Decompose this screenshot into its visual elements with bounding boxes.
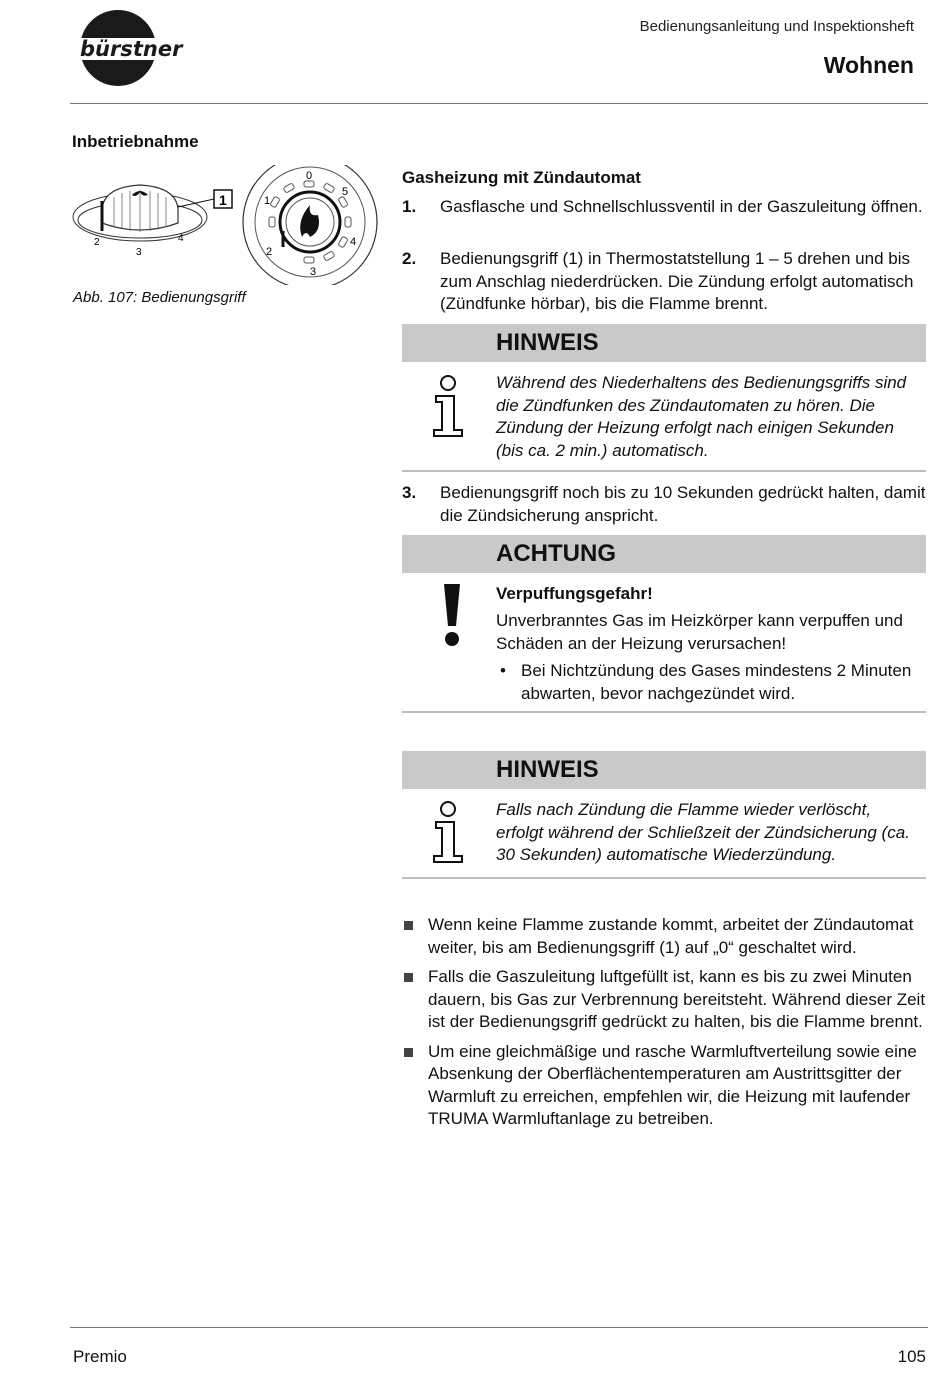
step-number: 1. xyxy=(402,197,417,216)
notice-text: Während des Niederhaltens des Bedienungsgriffs sind die Zündfunken des Zündautomaten zu hören. Die Zündung der Heizung erfolgt nach einigen Sekunden (bis ca. 2 min.) automatisch. xyxy=(496,373,907,460)
step-text: Bedienungsgriff noch bis zu 10 Sekunden gedrückt halten, damit die Zündsicherung anspricht. xyxy=(440,483,926,525)
left-heading: Inbetriebnahme xyxy=(72,132,199,151)
list-item xyxy=(403,914,927,959)
list-item-text: Wenn keine Flamme zustande kommt, arbeitet der Zündautomat weiter, bis am Bedienungsgriff (1) auf „0“ geschaltet wird. xyxy=(428,915,914,957)
warning-divider xyxy=(402,711,926,713)
dial-label-1: 1 xyxy=(264,195,271,207)
section-title: Wohnen xyxy=(823,52,914,78)
step-text: Gasflasche und Schnellschlussventil in der Gaszuleitung öffnen. xyxy=(440,197,923,216)
dial-label-3: 3 xyxy=(310,266,317,278)
warning-text: Unverbranntes Gas im Heizkörper kann verpuffen und Schäden an der Heizung verursachen! xyxy=(496,611,903,653)
page-number: 105 xyxy=(897,1347,926,1366)
info-bullet-list xyxy=(403,914,927,1138)
dial-label-2: 2 xyxy=(266,246,273,258)
notice-divider xyxy=(402,877,926,879)
step-text: Bedienungsgriff (1) in Thermostatstellung 1 – 5 drehen und bis zum Anschlag niederdrücken. Die Zündung erfolgt automatisch (Zündfunke hörbar), bis die Flamme brennt. xyxy=(440,249,914,313)
knob-side-label-3: 3 xyxy=(136,247,142,258)
warning-subtitle: Verpuffungsgefahr! xyxy=(496,584,653,603)
exclamation-icon xyxy=(439,582,465,648)
list-item-text: Um eine gleichmäßige und rasche Warmluftverteilung sowie eine Absenkung der Oberflächentemperaturen am Austrittsgitter der Warmluft zu erreichen, empfehlen wir, die Heizung mit laufender TRUMA Warmluftanlage zu betreiben. xyxy=(428,1041,917,1128)
step-2 xyxy=(402,248,926,316)
figure-caption: Abb. 107: Bedienungsgriff xyxy=(73,289,246,306)
warning-heading: ACHTUNG xyxy=(402,535,926,573)
figure-callout: 1 xyxy=(219,192,227,208)
dial-label-4: 4 xyxy=(350,236,357,248)
main-heading: Gasheizung mit Zündautomat xyxy=(402,168,641,187)
step-3 xyxy=(402,482,926,527)
notice-heading: HINWEIS xyxy=(402,751,926,789)
control-knob-figure xyxy=(70,165,390,285)
brand-name: bürstner xyxy=(80,37,183,61)
step-1 xyxy=(402,196,926,219)
warning-bullet-text: Bei Nichtzündung des Gases mindestens 2 Minuten abwarten, bevor nachgezündet wird. xyxy=(521,661,912,703)
footer-divider xyxy=(70,1327,928,1328)
knob-side-label-2: 2 xyxy=(94,237,100,248)
warning-bullet xyxy=(496,660,916,705)
step-number: 2. xyxy=(402,249,417,268)
brand-logo xyxy=(78,8,218,88)
header-divider xyxy=(70,103,928,104)
step-number: 3. xyxy=(402,483,417,502)
info-icon xyxy=(428,374,468,438)
knob-side-label-4: 4 xyxy=(178,233,184,244)
square-bullet-icon xyxy=(404,1048,413,1057)
list-item xyxy=(403,1041,927,1131)
square-bullet-icon xyxy=(404,973,413,982)
square-bullet-icon xyxy=(404,921,413,930)
bullet-dot-icon: • xyxy=(500,661,506,680)
document-subtitle: Bedienungsanleitung und Inspektionsheft xyxy=(639,18,914,35)
footer-model: Premio xyxy=(73,1347,127,1366)
dial-label-0: 0 xyxy=(306,170,313,182)
notice-text: Falls nach Zündung die Flamme wieder verlöscht, erfolgt während der Schließzeit der Zündsicherung (ca. 30 Sekunden) automatische Wiederzündung. xyxy=(496,800,910,864)
notice-divider xyxy=(402,470,926,472)
notice-heading: HINWEIS xyxy=(402,324,926,362)
info-icon xyxy=(428,800,468,864)
dial-label-5: 5 xyxy=(342,186,349,198)
list-item-text: Falls die Gaszuleitung luftgefüllt ist, kann es bis zu zwei Minuten dauern, bis Gas zur Verbrennung bereitsteht. Während dieser Zeit ist der Bedienungsgriff gedrückt zu halten, bis die Flamme brennt. xyxy=(428,967,926,1031)
list-item xyxy=(403,966,927,1034)
